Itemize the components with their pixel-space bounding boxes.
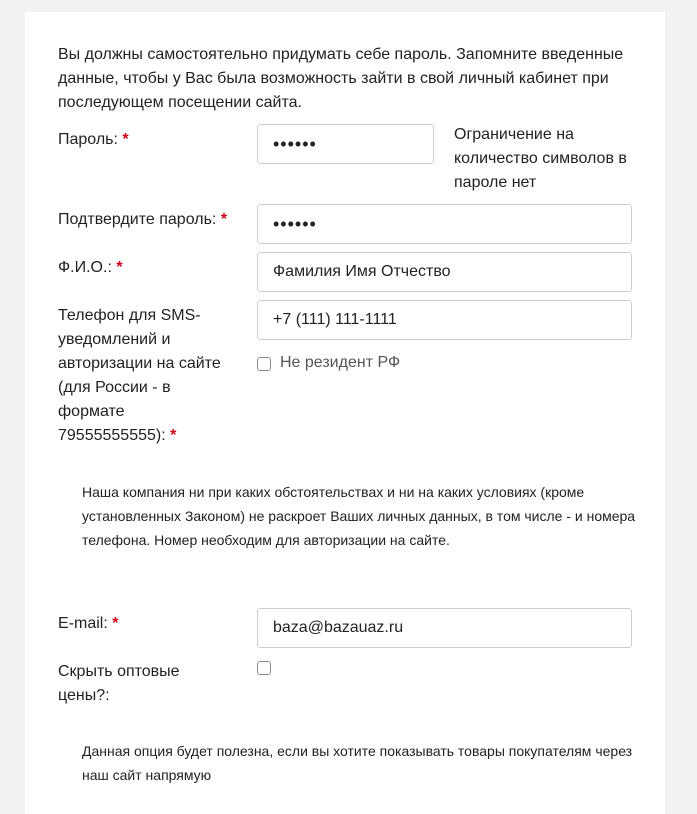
- confirm-password-label: [58, 208, 253, 232]
- phone-label: [58, 304, 236, 448]
- non-resident-label[interactable]: Не резидент РФ: [280, 354, 401, 371]
- password-label-text: Пароль:: [58, 131, 118, 148]
- phone-input[interactable]: [257, 300, 632, 340]
- non-resident-checkbox[interactable]: [257, 357, 271, 371]
- confirm-password-label-text: Подтвердите пароль:: [58, 211, 217, 228]
- email-input[interactable]: [257, 608, 632, 648]
- required-mark: *: [116, 259, 123, 276]
- phone-label-text: Телефон для SMS-уведомлений и авторизации на сайте (для России - в формате 79555555555):: [58, 307, 221, 444]
- required-mark: *: [170, 427, 177, 444]
- hide-prices-note: Данная опция будет полезна, если вы хотите показывать товары покупателям через наш сайт напрямую: [82, 743, 633, 783]
- hide-prices-checkbox[interactable]: [257, 661, 271, 675]
- intro-text: Вы должны самостоятельно придумать себе пароль. Запомните введенные данные, чтобы у Вас была возможность зайти в свой личный кабинет при последующем посещении сайта.: [58, 46, 624, 111]
- email-label-text: E-mail:: [58, 615, 108, 632]
- password-input[interactable]: [257, 124, 434, 164]
- fio-label-text: Ф.И.О.:: [58, 259, 112, 276]
- required-mark: *: [220, 211, 228, 228]
- password-hint: Ограничение на количество символов в пароле нет: [454, 126, 627, 191]
- fio-label: [58, 256, 238, 280]
- required-mark: *: [122, 131, 129, 148]
- password-label: [58, 128, 238, 152]
- confirm-password-input[interactable]: [257, 204, 632, 244]
- email-label: [58, 612, 238, 636]
- hide-prices-label: Скрыть оптовые цены?:: [58, 663, 180, 704]
- fio-input[interactable]: [257, 252, 632, 292]
- privacy-note: Наша компания ни при каких обстоятельствах и ни на каких условиях (кроме установленных Законом) не раскроет Ваших личных данных, в том числе - и номера телефона. Номер необходим для авторизации на сайте.: [82, 484, 636, 548]
- required-mark: *: [112, 615, 119, 632]
